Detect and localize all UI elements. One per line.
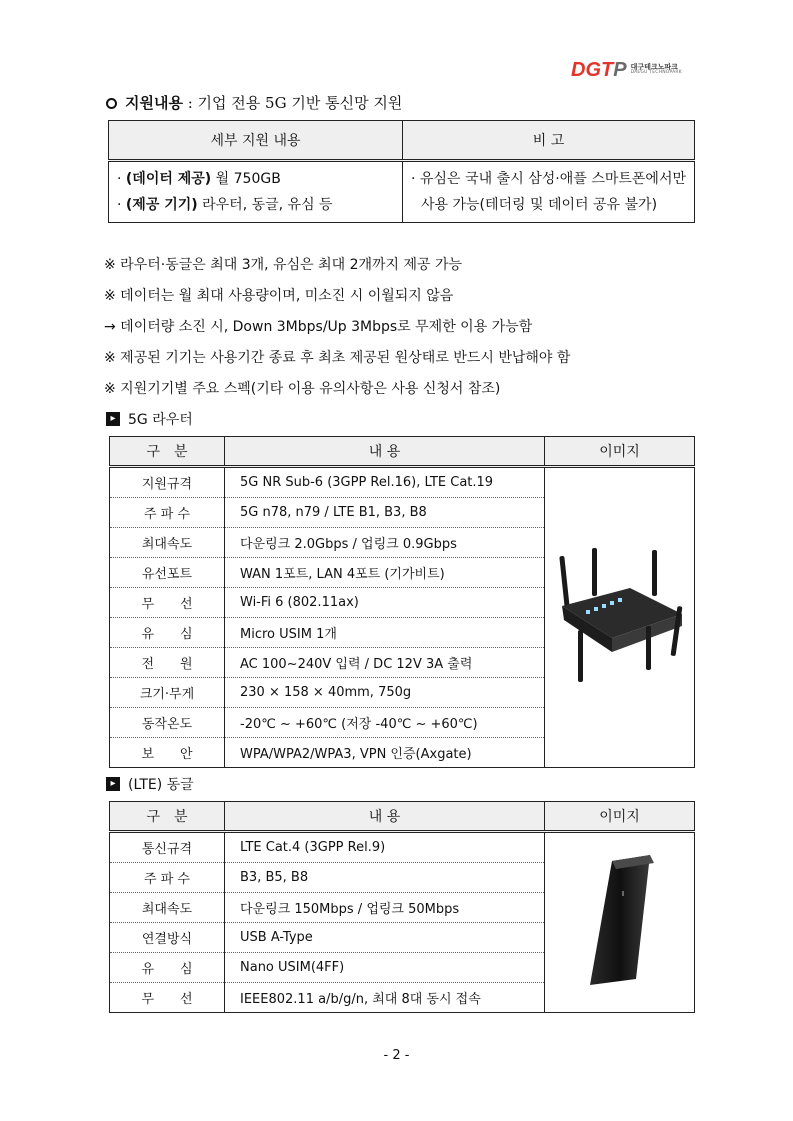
support-item-device: · (제공 기기) 라우터, 동글, 유심 등 xyxy=(117,197,333,213)
dongle-image-cell xyxy=(545,832,695,1013)
spec-key: 유 심 xyxy=(110,953,225,983)
dgtp-logo xyxy=(571,58,701,82)
spec-key: 최대속도 xyxy=(110,893,225,923)
spec-value: 다운링크 150Mbps / 업링크 50Mbps xyxy=(225,893,545,923)
dongle-heading: ▸ (LTE) 동글 xyxy=(106,774,194,794)
support-remark: · 유심은 국내 출시 삼성·애플 스마트폰에서만 사용 가능(테더링 및 데이터 공유 불가) xyxy=(403,161,695,223)
dongle-header-category: 구 분 xyxy=(110,802,225,832)
dongle-image xyxy=(570,851,670,991)
spec-key: 통신규격 xyxy=(110,832,225,863)
router-header-content: 내 용 xyxy=(225,437,545,467)
spec-value: Nano USIM(4FF) xyxy=(225,953,545,983)
support-table xyxy=(108,120,695,223)
spec-value: -20℃ ~ +60℃ (저장 -40℃ ~ +60℃) xyxy=(225,708,545,738)
spec-value: Wi-Fi 6 (802.11ax) xyxy=(225,588,545,618)
logo-mark: DGTP xyxy=(571,58,627,81)
arrow-box-icon: ▸ xyxy=(106,777,120,791)
spec-value: IEEE802.11 a/b/g/n, 최대 8대 동시 접속 xyxy=(225,983,545,1013)
spec-value: 다운링크 2.0Gbps / 업링크 0.9Gbps xyxy=(225,528,545,558)
spec-key: 주 파 수 xyxy=(110,498,225,528)
note-item: ※ 데이터는 월 최대 사용량이며, 미소진 시 이월되지 않음 xyxy=(104,288,454,304)
dongle-spec-table xyxy=(109,801,695,1013)
spec-key: 동작온도 xyxy=(110,708,225,738)
support-header-remark: 비 고 xyxy=(403,121,695,161)
router-header-category: 구 분 xyxy=(110,437,225,467)
support-header-detail: 세부 지원 내용 xyxy=(109,121,403,161)
spec-key: 연결방식 xyxy=(110,923,225,953)
note-item: ※ 라우터·동글은 최대 3개, 유심은 최대 2개까지 제공 가능 xyxy=(104,257,463,273)
spec-key: 유 심 xyxy=(110,618,225,648)
spec-value: 5G n78, n79 / LTE B1, B3, B8 xyxy=(225,498,545,528)
spec-key: 무 선 xyxy=(110,983,225,1013)
dongle-header-content: 내 용 xyxy=(225,802,545,832)
spec-value: 230 × 158 × 40mm, 750g xyxy=(225,678,545,708)
note-item: ※ 제공된 기기는 사용기간 종료 후 최초 제공된 원상태로 반드시 반납해야 함 xyxy=(104,350,571,366)
spec-value: AC 100~240V 입력 / DC 12V 3A 출력 xyxy=(225,648,545,678)
router-image-cell xyxy=(545,467,695,768)
logo-korean: 대구테크노파크 xyxy=(630,63,678,72)
spec-value: WAN 1포트, LAN 4포트 (기가비트) xyxy=(225,558,545,588)
note-item: ※ 지원기기별 주요 스펙(기타 이용 유의사항은 사용 신청서 참조) xyxy=(104,381,501,397)
spec-key: 크기·무게 xyxy=(110,678,225,708)
spec-key: 유선포트 xyxy=(110,558,225,588)
spec-key: 전 원 xyxy=(110,648,225,678)
spec-key: 무 선 xyxy=(110,588,225,618)
support-item-data: · (데이터 제공) 월 750GB xyxy=(117,171,281,187)
spec-key: 최대속도 xyxy=(110,528,225,558)
spec-value: USB A-Type xyxy=(225,923,545,953)
section-title: 지원내용 : 기업 전용 5G 기반 통신망 지원 xyxy=(106,92,402,113)
logo-english: DAEGU TECHNOPARK xyxy=(630,70,682,76)
dongle-header-image: 이미지 xyxy=(545,802,695,832)
spec-key: 보 안 xyxy=(110,738,225,768)
circle-bullet-icon xyxy=(106,98,117,109)
router-spec-table xyxy=(109,436,695,768)
router-image xyxy=(550,546,690,686)
page-number: - 2 - xyxy=(383,1048,410,1063)
notes xyxy=(104,250,570,405)
router-heading: ▸ 5G 라우터 xyxy=(106,409,193,429)
arrow-box-icon: ▸ xyxy=(106,412,120,426)
spec-key: 주 파 수 xyxy=(110,863,225,893)
spec-key: 지원규격 xyxy=(110,467,225,498)
support-items xyxy=(109,161,403,223)
spec-value: Micro USIM 1개 xyxy=(225,618,545,648)
spec-value: WPA/WPA2/WPA3, VPN 인증(Axgate) xyxy=(225,738,545,768)
router-header-image: 이미지 xyxy=(545,437,695,467)
spec-value: LTE Cat.4 (3GPP Rel.9) xyxy=(225,832,545,863)
note-item: → 데이터량 소진 시, Down 3Mbps/Up 3Mbps로 무제한 이용 가능함 xyxy=(104,319,533,335)
spec-value: B3, B5, B8 xyxy=(225,863,545,893)
spec-value: 5G NR Sub-6 (3GPP Rel.16), LTE Cat.19 xyxy=(225,467,545,498)
